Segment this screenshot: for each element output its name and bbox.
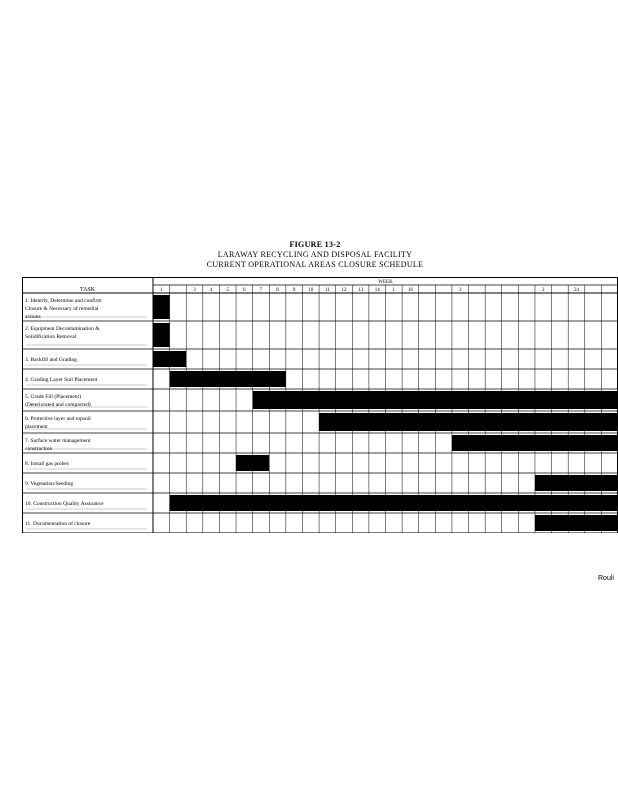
task-bar bbox=[153, 351, 186, 367]
task-label-line: 7. Surface water management bbox=[25, 438, 91, 444]
task-bar bbox=[319, 413, 618, 431]
week-label: 6 bbox=[243, 288, 246, 293]
task-label-line: 2. Equipment Decontamination & bbox=[25, 326, 100, 332]
task-label-line: 11. Documentation of closure bbox=[25, 521, 91, 527]
task-bar bbox=[236, 455, 269, 471]
gantt-chart bbox=[22, 277, 618, 533]
task-bar bbox=[170, 371, 286, 387]
week-label: 4 bbox=[209, 288, 213, 293]
week-label: 14 bbox=[374, 288, 380, 293]
task-label-line: 3. Backfill and Grading bbox=[25, 357, 77, 363]
task-label-line: 1. Identify, Determine and confirm bbox=[25, 298, 102, 304]
task-bar bbox=[170, 495, 618, 511]
task-label-line: actions bbox=[25, 314, 41, 320]
task-label-line: 8. Install gas probes bbox=[25, 461, 69, 467]
task-label bbox=[25, 481, 73, 487]
week-header: WEEK bbox=[378, 280, 393, 285]
week-label: 10 bbox=[308, 288, 314, 293]
task-label-line: 10. Construction Quality Assurance bbox=[25, 501, 104, 507]
week-label: 12 bbox=[341, 288, 347, 293]
task-label-line: construction bbox=[25, 446, 53, 452]
week-label: 1 bbox=[392, 288, 396, 293]
task-label bbox=[25, 416, 91, 430]
task-label bbox=[25, 326, 100, 340]
task-label bbox=[25, 520, 91, 527]
week-label: 5 bbox=[226, 288, 229, 293]
task-label-line: Closure & Necessary of remedial bbox=[25, 306, 99, 312]
task-label-line: 5. Grade Fill (Placement) bbox=[25, 394, 81, 400]
task-bar bbox=[535, 475, 618, 491]
task-label bbox=[25, 377, 98, 383]
week-label: 1 bbox=[160, 288, 163, 293]
week-label: 2 bbox=[542, 288, 545, 293]
week-label: 13 bbox=[358, 288, 364, 293]
week-label: 3 bbox=[458, 288, 462, 293]
task-bar bbox=[535, 515, 618, 531]
week-label: 11 bbox=[324, 288, 330, 293]
task-label bbox=[25, 297, 102, 320]
task-label-line: placement bbox=[25, 424, 48, 430]
week-label: 3 bbox=[193, 288, 196, 293]
task-label-line: 9. Vegetation/Seeding bbox=[25, 481, 74, 487]
week-label: 16 bbox=[407, 288, 413, 293]
page-reference-text: Rouli bbox=[598, 575, 614, 582]
task-label bbox=[25, 356, 77, 363]
task-label bbox=[25, 461, 69, 467]
figure-title-block bbox=[150, 240, 480, 270]
task-label bbox=[25, 437, 91, 452]
task-column-header: TASK bbox=[79, 287, 96, 293]
task-bar bbox=[153, 323, 170, 347]
week-label: 7 bbox=[259, 288, 263, 293]
task-bar bbox=[153, 295, 170, 319]
figure-label: FIGURE 13-2 bbox=[289, 240, 341, 249]
task-label-line: 6. Protective layer and topsoil bbox=[25, 416, 91, 422]
task-bar bbox=[452, 435, 618, 451]
week-label: 24 bbox=[573, 288, 579, 293]
task-label-line: 4. Grading Layer Soil Placement bbox=[25, 377, 98, 383]
task-bar bbox=[253, 391, 618, 409]
task-label bbox=[25, 501, 104, 507]
task-label-line: (Deteriorated and compacted) bbox=[25, 402, 91, 408]
week-label: 9 bbox=[292, 288, 296, 293]
task-label-line: Solidification Removal bbox=[25, 334, 77, 340]
facility-name: LARAWAY RECYCLING AND DISPOSAL FACILITY bbox=[217, 250, 413, 259]
schedule-title: CURRENT OPERATIONAL AREAS CLOSURE SCHEDULE bbox=[206, 260, 424, 269]
task-label bbox=[25, 393, 91, 408]
week-label: 8 bbox=[276, 288, 279, 293]
